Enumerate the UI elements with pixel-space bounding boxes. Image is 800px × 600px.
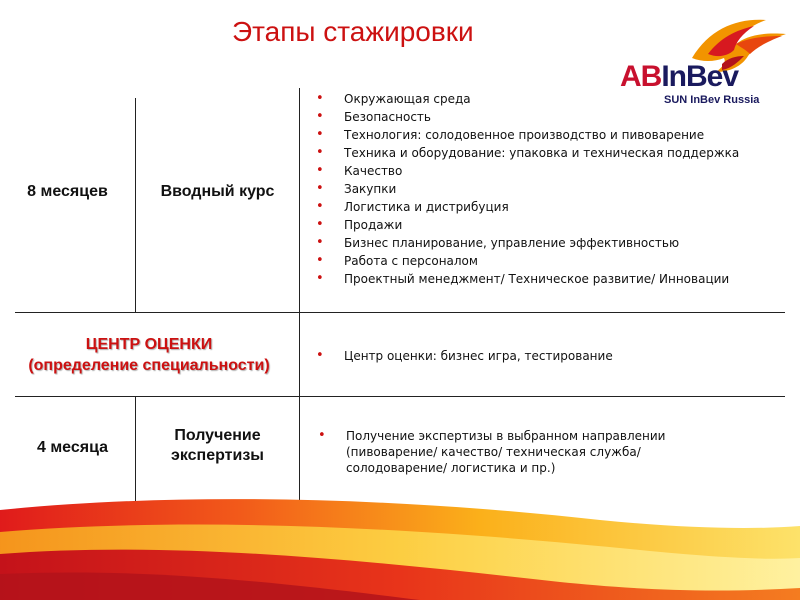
logo-wordmark: ABInBev bbox=[620, 60, 739, 93]
list-item: • Технология: солодовенное производство и пивоварение bbox=[314, 128, 784, 142]
list-item: • Закупки bbox=[314, 182, 784, 196]
list-item: • Логистика и дистрибуция bbox=[314, 200, 784, 214]
list-item: • Центр оценки: бизнес игра, тестирование bbox=[314, 349, 784, 363]
divider-vertical-main bbox=[299, 88, 300, 518]
divider-horizontal-bottom bbox=[15, 396, 785, 397]
stage2-name bbox=[136, 424, 299, 468]
list-item: • Качество bbox=[314, 164, 784, 178]
logo-subtitle: SUN InBev Russia bbox=[664, 94, 760, 106]
list-item: • Безопасность bbox=[314, 110, 784, 124]
stage2-name-line2: экспертизы bbox=[171, 447, 264, 464]
list-item: • Техника и оборудование: упаковка и техническая поддержка bbox=[314, 146, 784, 160]
stage1-name: Вводный курс bbox=[160, 183, 275, 200]
list-item: • Окружающая среда bbox=[314, 92, 784, 106]
divider-horizontal-top bbox=[15, 312, 785, 313]
assessment-title-line1: ЦЕНТР ОЦЕНКИ bbox=[85, 336, 213, 353]
assessment-list bbox=[314, 349, 784, 367]
slide-title: Этапы стажировки bbox=[232, 16, 474, 47]
assessment-title-line2: (определение специальности) bbox=[28, 357, 270, 374]
list-item: • Получение экспертизы в выбранном направлении (пивоварение/ качество/ техническая служба/ солодоварение/ логистика и пр.) bbox=[316, 428, 716, 476]
assessment-center-title bbox=[0, 334, 298, 376]
decorative-flame-swoosh bbox=[0, 470, 800, 600]
stage1-duration: 8 месяцев bbox=[27, 183, 108, 200]
list-item: • Проектный менеджмент/ Техническое развитие/ Инновации bbox=[314, 272, 784, 286]
stage1-topics-list bbox=[314, 92, 784, 290]
list-item: • Продажи bbox=[314, 218, 784, 232]
stage2-duration: 4 месяца bbox=[36, 439, 109, 456]
list-item: • Работа с персоналом bbox=[314, 254, 784, 268]
list-item: • Бизнес планирование, управление эффективностью bbox=[314, 236, 784, 250]
stage2-name-line1: Получение bbox=[174, 427, 261, 444]
